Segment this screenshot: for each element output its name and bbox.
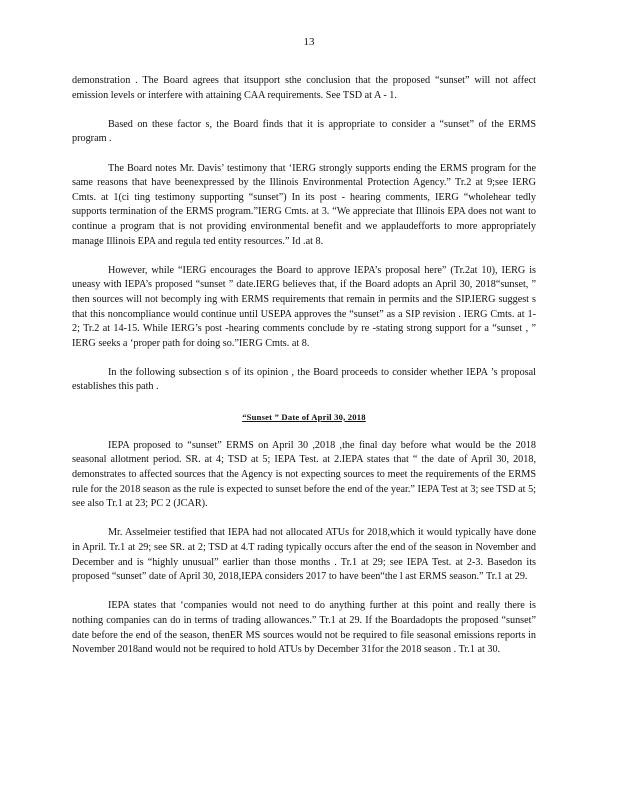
page-number: 13 (303, 36, 315, 48)
paragraph-iepa-trading: IEPA states that ‘companies would not need to do anything further at this point and really there is nothing companies can do in terms of trading allowances.” Tr.1 at 29. If the Boardadopts the proposed “sunset” date before the end of the season, thenER MS sources would not be required to file seasonal emissions reports in November 2018and would not be required to hold ATUs by December 31for the 2018 season . Tr.1 at 30. (72, 600, 536, 656)
paragraph-ierg-testimony: The Board notes Mr. Davis’ testimony that ‘IERG strongly supports ending the ERMS program for the same reasons that have beenexpressed by the Illinois Environmental Protection Agency.” Tr.2 at 9;see IERG Cmts. at 1(ci ting testimony supporting “sunset”) In its post - hearing comments, IERG “wholehear tedly supports termination of the ERMS program.”IERG Cmts. at 3. “We appreciate that Illinois EPA does not want to continue a program that is not providing environmental benefit and we applaudefforts to more appropriately manage Illinois EPA and regula ted entity resources.” Id .at 8. (72, 162, 536, 247)
paragraph-asselmeier-testimony: Mr. Asselmeier testified that IEPA had not allocated ATUs for 2018,which it would typically have done in April. Tr.1 at 29; see SR. at 2; TSD at 4.T rading typically occurs after the end of the season in November and December and is “highly unusual” earlier than those months . Tr.1 at 29; see IEPA Test. at 2-3. Basedon its proposed “sunset” date of April 30, 2018,IEPA considers 2017 to have been“the l ast ERMS season.” Tr.1 at 29. (72, 527, 536, 583)
paragraph-demonstration: demonstration . The Board agrees that itsupport sthe conclusion that the proposed “sunset” will not affect emission levels or interfere with attaining CAA requirements. See TSD at A - 1. (72, 75, 536, 101)
section-subheading: “Sunset ” Date of April 30, 2018 (242, 411, 366, 422)
paragraph-factors: Based on these factor s, the Board finds that it is appropriate to consider a “sunset” of the ERMS program . (72, 118, 536, 145)
paragraph-following-subsections: In the following subsection s of its opinion , the Board proceeds to consider whether IEPA ’s proposal establishes this path . (72, 366, 536, 393)
document-body (72, 74, 536, 672)
paragraph-iepa-proposal: IEPA proposed to “sunset” ERMS on April 30 ,2018 ,the final day before what would be the 2018 seasonal allotment period. SR. at 4; TSD at 5; IEPA Test. at 2.IEPA states that “ the date of April 30, 2018, demonstrates to affected sources that the Agency is not expecting sources to meet the requirements of the ERMS rule for the 2018 season as the rule is expected to sunset before the end of the year.” IEPA Test at 3; see TSD at 5; see also Tr.1 at 23; PC 2 (JCAR). (72, 439, 536, 510)
paragraph-ierg-concerns: However, while “IERG encourages the Board to approve IEPA’s proposal here” (Tr.2at 10), IERG is uneasy with IEPA’s proposed “sunset ” date.IERG believes that, if the Board adopts an April 30, 2018“sunset, ” then sources will not becomply ing with ERMS requirements that remain in permits and the SIP.IERG suggest s that this noncompliance would continue until USEPA approves the “sunset” as a SIP revision . IERG Cmts. at 1-2; Tr.2 at 14-15. While IERG’s post -hearing comments conclude by re -stating strong support for a “sunset , ” IERG seeks a ‘proper path for doing so.”IERG Cmts. at 8. (72, 264, 536, 349)
